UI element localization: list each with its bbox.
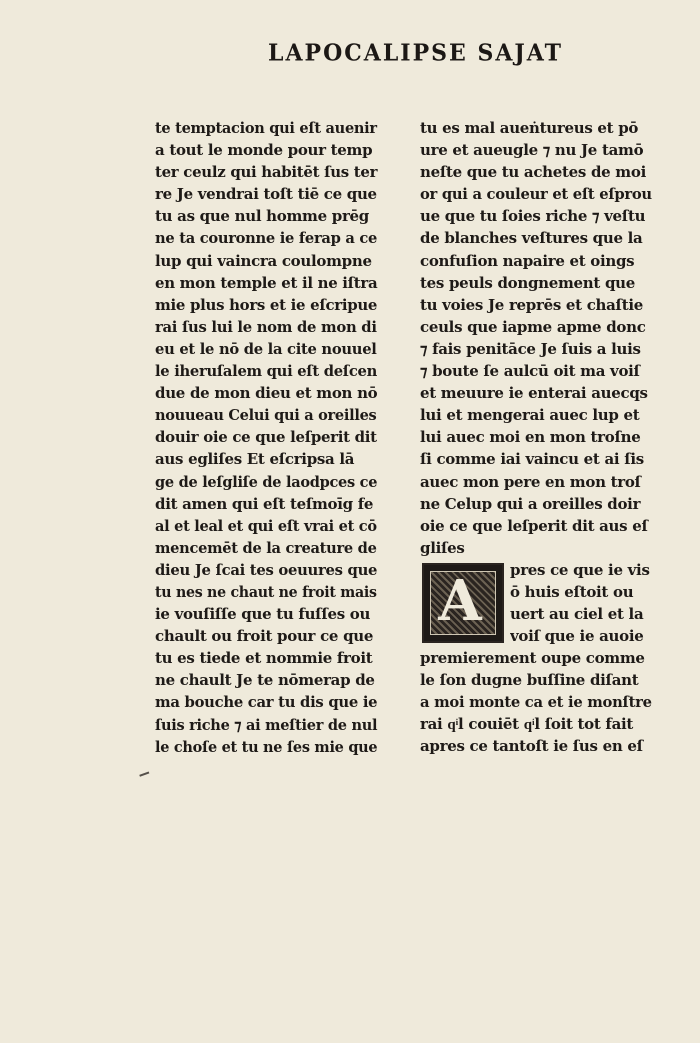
text-line: tes peuls dongnement que [420, 273, 635, 292]
text-line: ie vouſiſſe que tu fuſſes ou [155, 605, 371, 624]
text-line: gliſes [420, 538, 465, 557]
text-line: lui auec moi en mon troſne [420, 428, 641, 447]
text-line: voiſ que ie auoie [510, 627, 644, 646]
text-line: uert au ciel et la [510, 605, 644, 624]
text-line: dit amen qui eſt teſmoīg fe [155, 494, 374, 513]
text-line: al et leal et qui eſt vrai et cō [155, 516, 377, 535]
text-line: eu et le nō de la cite nouuel [155, 339, 377, 358]
initial-letter: A [438, 567, 482, 634]
text-line: ue que tu ſoies riche ⁊ veſtu [420, 207, 646, 226]
text-line: en mon temple et il ne iſtra [155, 273, 378, 292]
text-line: nouueau Celui qui a oreilles [155, 406, 377, 425]
text-line: dieu Je ſcai tes oeuures que [155, 560, 378, 579]
text-line: de blanches veſtures que la [420, 229, 643, 248]
text-line: le choſe et tu ne ſes mie que [155, 737, 378, 756]
text-line: douir oie ce que leſperit dit [155, 428, 377, 447]
text-line: a moi monte ca et ie monſtre [420, 693, 652, 712]
text-line: due de mon dieu et mon nō [155, 384, 377, 403]
text-line: tu es tiede et nommie froit [155, 649, 373, 668]
left-text-column [155, 117, 377, 758]
text-line: chault ou froit pour ce que [155, 627, 374, 646]
text-line: ne chault Je te nōmerap de [155, 671, 375, 690]
text-line: a tout le monde pour temp [155, 141, 373, 160]
text-line: rai ſus lui le nom de mon di [155, 317, 377, 336]
text-line: apres ce tantoſt ie ſus en eſ [420, 737, 643, 756]
text-line: lui et mengerai auec lup et [420, 406, 640, 425]
text-line: ne Celup qui a oreilles doir [420, 494, 641, 513]
initial-adjacent-lines [510, 559, 652, 647]
illuminated-initial [422, 563, 504, 643]
text-line: oie ce que leſperit dit aus eſ [420, 516, 648, 535]
text-line: ⁊ fais penitāce Je ſuis a luis [420, 339, 641, 358]
text-line: confuſion napaire et oings [420, 251, 635, 270]
text-line: le iheruſalem qui eſt deſcen [155, 362, 377, 381]
text-line: re Je vendrai toſt tiē ce que [155, 185, 377, 204]
text-line: tu es mal aueṅtureus et pō [420, 119, 639, 137]
printer-mark [139, 771, 150, 780]
text-line: ⁊ boute ſe aulcū oit ma voiſ [420, 362, 640, 381]
text-line: ure et aueugle ⁊ nu Je tamō [420, 141, 644, 160]
decorated-initial-block [420, 559, 652, 647]
text-line: ter ceulz qui habitēt ſus ter [155, 163, 378, 182]
text-line: ō huis eſtoit ou [510, 582, 634, 601]
text-line: pres ce que ie vis [510, 560, 650, 579]
text-line: auec mon pere en mon troſ [420, 472, 641, 491]
text-line: aus egliſes Et eſcripsa lā [155, 450, 355, 469]
text-line: ceuls que iapme apme donc [420, 317, 646, 336]
right-column-lower [420, 647, 652, 757]
text-line: mie plus hors et ie eſcripue [155, 295, 378, 314]
text-line: tu as que nul homme prēg [155, 207, 369, 226]
text-line: ſuis riche ⁊ ai meſtier de nul [155, 715, 378, 734]
text-line: le ſon dugne buſſine diſant [420, 670, 639, 689]
text-line: et meuure ie enterai auecqs [420, 384, 648, 403]
right-column-upper [420, 117, 652, 559]
text-line: neſte que tu achetes de moi [420, 163, 646, 182]
text-line: tu voies Je reprēs et chaſtie [420, 295, 643, 314]
text-line: ma bouche car tu dis que ie [155, 693, 378, 712]
right-text-column [420, 117, 652, 757]
text-line: tu nes ne chaut ne froit mais [155, 582, 377, 601]
text-line: premierement oupe comme [420, 648, 645, 667]
text-line: ne ta couronne ie ferap a ce [155, 229, 378, 248]
running-head: LAPOCALIPSE SAJAT [268, 39, 564, 67]
text-line: ge de leſgliſe de laodpces ce [155, 472, 378, 491]
text-line: rai qͥl couiēt qͥl ſoit tot fait [420, 715, 634, 734]
text-line: or qui a couleur et eſt eſprou [420, 185, 652, 204]
text-line: lup qui vaincra coulompne [155, 251, 372, 270]
text-line: mencemēt de la creature de [155, 538, 377, 557]
text-line: ſi comme iai vaincu et ai ſis [420, 450, 644, 469]
text-line: te temptacion qui eſt auenir [155, 119, 377, 137]
